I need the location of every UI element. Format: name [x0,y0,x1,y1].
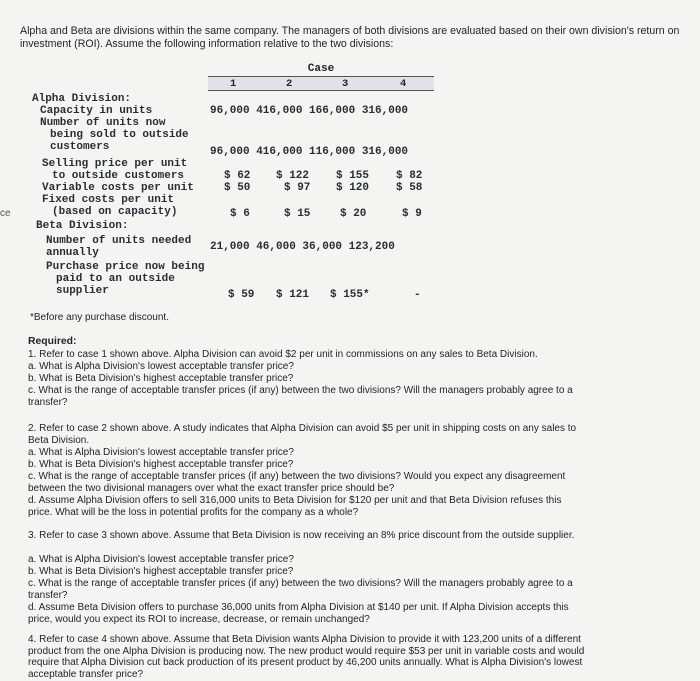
question-4: 4. Refer to case 4 shown above. Assume that Beta Division wants Alpha Division to provide it with 123,200 units of a different product from the one Alpha Division is producing now. The new product would require $53 per unit in variable costs and would require that Alpha Division cut back production of its present product by 46,200 units annually. What is Alpha Division's lowest acceptable transfer price? [28,634,585,680]
case-header [208,62,434,88]
question-1: 1. Refer to case 1 shown above. Alpha Division can avoid $2 per unit in commissions on any sales to Beta Division. [28,349,538,360]
question-2b: b. What is Beta Division's highest acceptable transfer price? [28,459,294,470]
var-label: Variable costs per unit [42,182,194,194]
var-case-3: $ 120 [336,182,370,194]
fixed-case-3: $ 20 [340,208,367,220]
question-1c: c. What is the range of acceptable transfer prices (if any) between the two divisions? Will the managers probably agree to a transfer? [28,385,573,408]
case-4-label: 4 [400,78,407,90]
purchase-case-1: $ 59 [228,289,255,301]
price-label-line1: Selling price per unit [42,158,188,170]
alpha-heading: Alpha Division: [32,93,132,105]
purchase-label-line1: Purchase price now being [46,261,205,273]
sold-label-line1: Number of units now [40,117,166,129]
case-3-label: 3 [342,78,349,90]
var-case-4: $ 58 [396,182,423,194]
sold-values: 96,000 416,000 116,000 316,000 [210,146,409,158]
required-heading: Required: [28,336,77,347]
question-3a: a. What is Alpha Division's lowest acceptable transfer price? [28,554,294,565]
price-case-2: $ 122 [276,170,310,182]
question-2a: a. What is Alpha Division's lowest acceptable transfer price? [28,447,294,458]
question-1b: b. What is Beta Division's highest acceptable transfer price? [28,373,294,384]
intro-paragraph: Alpha and Beta are divisions within the same company. The managers of both divisions are evaluated based on their own division's return on investment (ROI). Assume the following information relative to the two divisions: [20,25,680,50]
question-1a: a. What is Alpha Division's lowest acceptable transfer price? [28,361,294,372]
purchase-label-line2: paid to an outside [56,273,175,285]
footnote: *Before any purchase discount. [30,312,169,323]
question-3d: d. Assume Beta Division offers to purchase 36,000 units from Alpha Division at $140 per unit. If Alpha Division accepts this price, would you expect its ROI to increase, decrease, or remain unchanged? [28,602,569,625]
needed-label-line1: Number of units needed [46,235,192,247]
case-label: Case [307,63,335,75]
purchase-case-2: $ 121 [276,289,310,301]
question-2c: c. What is the range of acceptable transfer prices (if any) between the two divisions? Would you expect any disagreement between the two divisional managers over what the exact transfer price should be? [28,471,566,494]
purchase-label-line3: supplier [56,285,109,297]
sold-label-line3: customers [50,141,110,153]
capacity-values: 96,000 416,000 166,000 316,000 [210,105,409,117]
capacity-label: Capacity in units [40,105,153,117]
price-case-3: $ 155 [336,170,370,182]
question-3c: c. What is the range of acceptable transfer prices (if any) between the two divisions? Will the managers probably agree to a transfer? [28,578,573,601]
margin-mark: ce [0,208,11,219]
sold-label-line2: being sold to outside [50,129,189,141]
fixed-case-4: $ 9 [402,208,422,220]
price-case-1: $ 62 [224,170,251,182]
fixed-label-line1: Fixed costs per unit [42,194,175,206]
beta-heading: Beta Division: [36,220,129,232]
case-2-label: 2 [286,78,293,90]
question-2d: d. Assume Alpha Division offers to sell 316,000 units to Beta Division for $120 per unit and that Beta Division refuses this price. What will be the loss in potential profits for the company as a whole? [28,495,562,518]
needed-values: 21,000 46,000 36,000 123,200 [210,241,395,253]
var-case-2: $ 97 [284,182,311,194]
question-3b: b. What is Beta Division's highest acceptable transfer price? [28,566,294,577]
needed-label-line2: annually [46,247,99,259]
price-label-line2: to outside customers [52,170,185,182]
fixed-case-1: $ 6 [230,208,250,220]
question-3: 3. Refer to case 3 shown above. Assume that Beta Division is now receiving an 8% price discount from the outside supplier. [28,530,575,541]
fixed-case-2: $ 15 [284,208,311,220]
fixed-label-line2: (based on capacity) [52,206,178,218]
header-rule-bottom [208,90,434,91]
question-2: 2. Refer to case 2 shown above. A study indicates that Alpha Division can avoid $5 per unit in shipping costs on any sales to Beta Division. [28,423,577,446]
case-1-label: 1 [230,78,237,90]
purchase-case-3: $ 155* [330,289,370,301]
purchase-case-4: - [414,289,421,301]
price-case-4: $ 82 [396,170,423,182]
var-case-1: $ 50 [224,182,251,194]
